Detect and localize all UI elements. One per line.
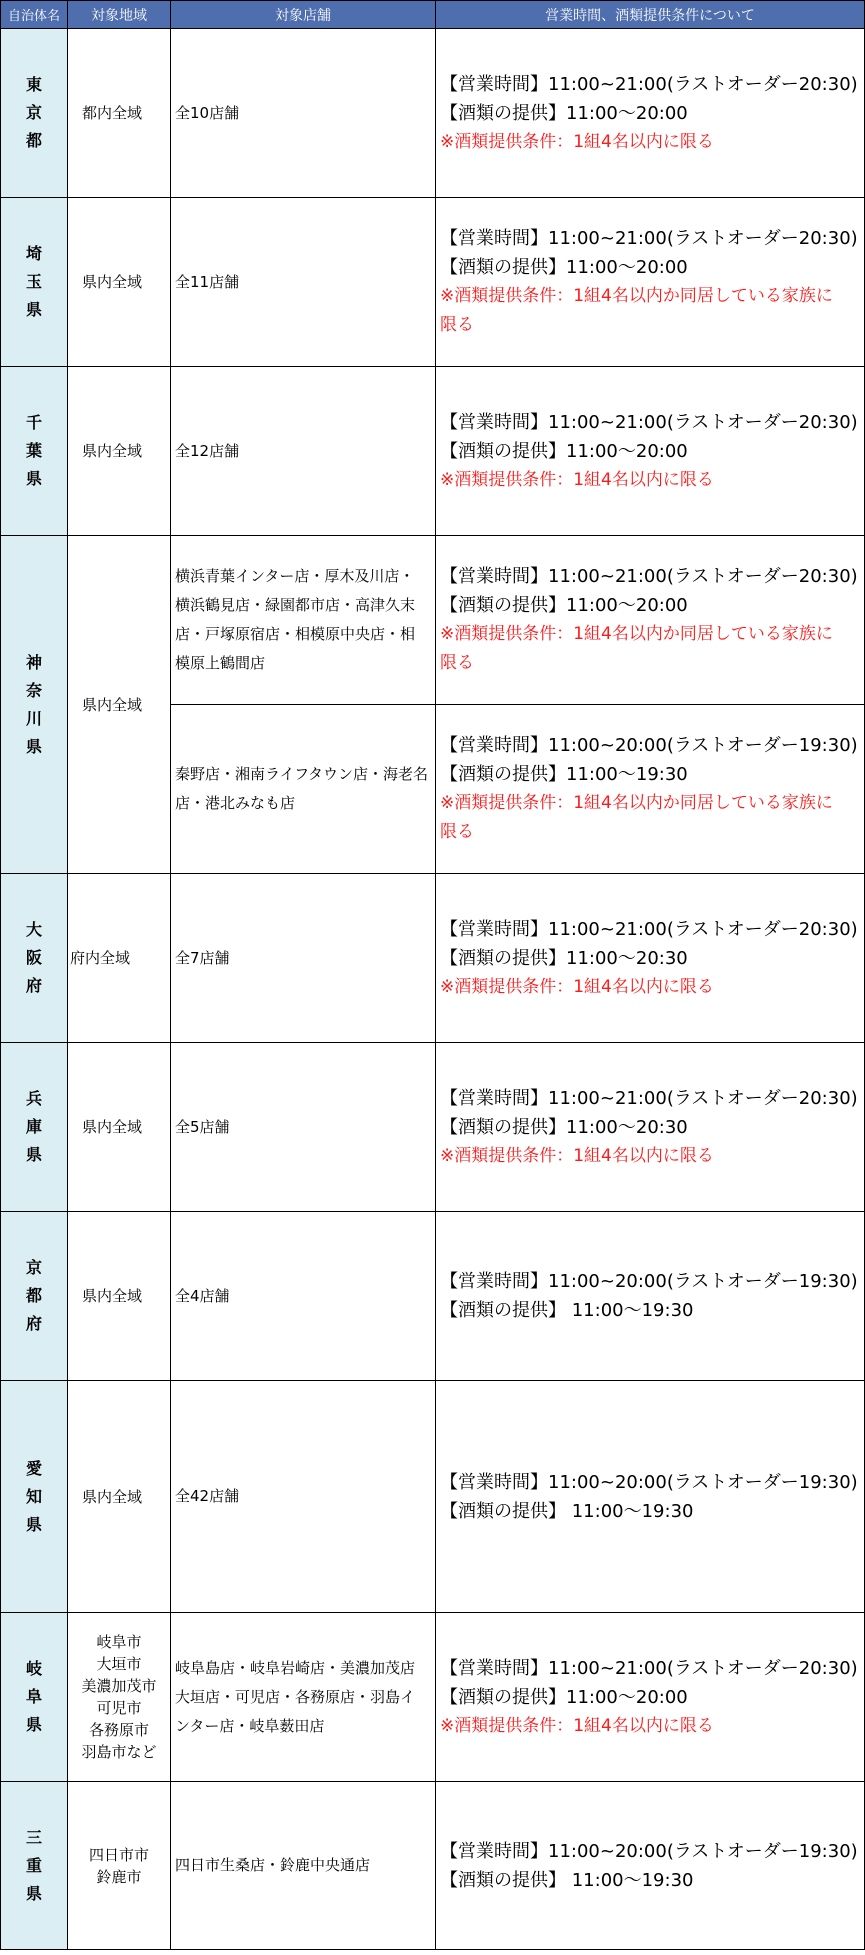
alcohol-condition-note: ※酒類提供条件：1組4名以内に限る [440,1715,714,1736]
area-cell: 県内全域 [68,536,171,874]
area-cell: 四日市市 鈴鹿市 [68,1782,171,1950]
hours-text: 【営業時間】11:00~21:00(ラストオーダー20:30) [440,73,858,95]
header-area: 対象地域 [68,1,171,29]
alcohol-condition-note: ※酒類提供条件：1組4名以内か同居している家族に [440,624,833,644]
alcohol-text: 【酒類の提供】11:00～20:30 [440,1116,688,1138]
pref-cell: 千 葉 県 [1,367,68,536]
table-row-kyoto [1,1212,865,1381]
conditions-cell [436,874,865,1043]
hours-text: 【営業時間】11:00~21:00(ラストオーダー20:30) [440,1657,858,1679]
stores-cell: 横浜青葉インター店・厚木及川店・ 横浜鶴見店・緑園都市店・高津久末 店・戸塚原宿店・相模原中央店・相 模原上鶴間店 [171,536,436,705]
alcohol-condition-note: ※酒類提供条件：1組4名以内に限る [440,469,714,490]
table-row-hyogo [1,1043,865,1212]
area-cell: 県内全域 [68,1381,171,1613]
alcohol-condition-note-cont: 限る [440,822,474,842]
stores-cell: 全42店舗 [171,1381,436,1613]
table-row-saitama [1,198,865,367]
stores-cell: 秦野店・湘南ライフタウン店・海老名 店・港北みなも店 [171,705,436,874]
conditions-cell [436,1381,865,1613]
stores-cell: 岐阜島店・岐阜岩崎店・美濃加茂店 大垣店・可児店・各務原店・羽島イ ンター店・岐阜薮田店 [171,1613,436,1782]
conditions-cell [436,1613,865,1782]
stores-cell: 全11店舗 [171,198,436,367]
pref-cell: 大 阪 府 [1,874,68,1043]
alcohol-text: 【酒類の提供】11:00～20:30 [440,947,688,969]
table-row-tokyo [1,29,865,198]
conditions-cell [436,536,865,705]
alcohol-text: 【酒類の提供】11:00～20:00 [440,257,688,278]
stores-cell: 全7店舗 [171,874,436,1043]
alcohol-text: 【酒類の提供】11:00～20:00 [440,1686,688,1708]
hours-text: 【営業時間】11:00~21:00(ラストオーダー20:30) [440,1087,858,1109]
area-cell: 県内全域 [68,367,171,536]
table-row-kanagawa-a [1,536,865,705]
conditions-cell [436,1043,865,1212]
header-pref: 自治体名 [1,1,68,29]
alcohol-condition-note-cont: 限る [440,653,474,673]
hours-text: 【営業時間】11:00~20:00(ラストオーダー19:30) [440,735,858,756]
hours-text: 【営業時間】11:00~20:00(ラストオーダー19:30) [440,1471,858,1493]
area-cell: 府内全域 [68,874,171,1043]
table-row-aichi [1,1381,865,1613]
stores-cell: 全12店舗 [171,367,436,536]
area-cell: 県内全域 [68,1212,171,1381]
pref-cell: 神 奈 川 県 [1,536,68,874]
alcohol-condition-note: ※酒類提供条件：1組4名以内か同居している家族に [440,793,833,813]
hours-text: 【営業時間】11:00~21:00(ラストオーダー20:30) [440,566,858,587]
pref-cell: 埼 玉 県 [1,198,68,367]
pref-cell: 京 都 府 [1,1212,68,1381]
alcohol-text: 【酒類の提供】11:00～20:00 [440,595,688,616]
alcohol-text: 【酒類の提供】 11:00～19:30 [440,1869,694,1891]
alcohol-condition-note: ※酒類提供条件：1組4名以内に限る [440,1145,714,1166]
conditions-cell [436,367,865,536]
conditions-cell [436,1782,865,1950]
conditions-cell [436,705,865,874]
stores-cell: 全10店舗 [171,29,436,198]
conditions-cell [436,1212,865,1381]
area-cell: 都内全域 [68,29,171,198]
conditions-cell [436,198,865,367]
stores-cell: 四日市生桑店・鈴鹿中央通店 [171,1782,436,1950]
alcohol-text: 【酒類の提供】11:00～19:30 [440,764,688,785]
hours-text: 【営業時間】11:00~20:00(ラストオーダー19:30) [440,1840,858,1862]
pref-cell: 三 重 県 [1,1782,68,1950]
table-row-osaka [1,874,865,1043]
table-row-chiba [1,367,865,536]
pref-cell: 東 京 都 [1,29,68,198]
alcohol-condition-note: ※酒類提供条件：1組4名以内に限る [440,976,714,997]
alcohol-condition-note: ※酒類提供条件：1組4名以内に限る [440,131,714,152]
area-cell: 岐阜市 大垣市 美濃加茂市 可児市 各務原市 羽島市など [68,1613,171,1782]
header-row [1,1,865,29]
pref-cell: 岐 阜 県 [1,1613,68,1782]
conditions-cell [436,29,865,198]
stores-cell: 全5店舗 [171,1043,436,1212]
area-cell: 県内全域 [68,1043,171,1212]
table-row-gifu [1,1613,865,1782]
table-row-mie [1,1782,865,1950]
hours-text: 【営業時間】11:00~21:00(ラストオーダー20:30) [440,411,858,433]
pref-cell: 愛 知 県 [1,1381,68,1613]
alcohol-text: 【酒類の提供】 11:00～19:30 [440,1500,694,1522]
hours-text: 【営業時間】11:00~21:00(ラストオーダー20:30) [440,228,858,249]
alcohol-condition-note-cont: 限る [440,315,474,335]
stores-cell: 全4店舗 [171,1212,436,1381]
alcohol-text: 【酒類の提供】 11:00～19:30 [440,1300,694,1321]
pref-cell: 兵 庫 県 [1,1043,68,1212]
header-conditions: 営業時間、酒類提供条件について [436,1,865,29]
hours-text: 【営業時間】11:00~20:00(ラストオーダー19:30) [440,1271,858,1292]
area-cell: 県内全域 [68,198,171,367]
header-stores: 対象店舗 [171,1,436,29]
hours-text: 【営業時間】11:00~21:00(ラストオーダー20:30) [440,918,858,940]
alcohol-text: 【酒類の提供】11:00～20:00 [440,102,688,124]
alcohol-condition-note: ※酒類提供条件：1組4名以内か同居している家族に [440,286,833,306]
alcohol-text: 【酒類の提供】11:00～20:00 [440,440,688,462]
